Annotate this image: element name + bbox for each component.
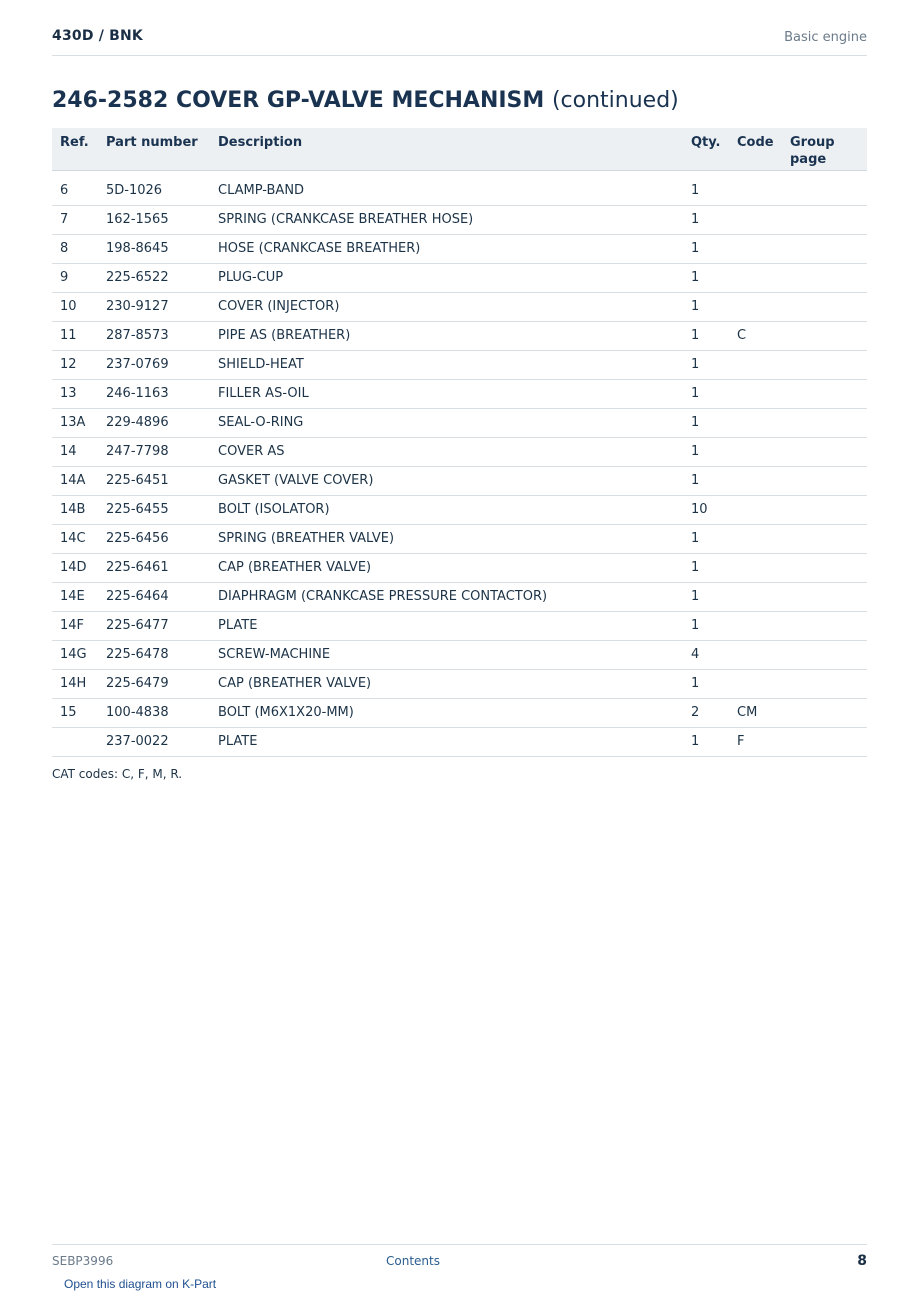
cell-group-page [782,727,867,756]
cell-code [729,582,782,611]
cell-code [729,379,782,408]
cell-group-page [782,321,867,350]
cell-group-page [782,611,867,640]
cell-part-number: 246-1163 [98,379,210,408]
cell-group-page [782,205,867,234]
cell-code [729,263,782,292]
cell-description: COVER (INJECTOR) [210,292,683,321]
cell-code [729,408,782,437]
header-description: Description [210,128,683,170]
cell-qty: 1 [683,611,729,640]
cell-group-page [782,292,867,321]
cell-code [729,495,782,524]
cell-ref: 11 [52,321,98,350]
cell-code: C [729,321,782,350]
cell-qty: 1 [683,669,729,698]
cell-qty: 1 [683,408,729,437]
cell-part-number: 229-4896 [98,408,210,437]
cell-qty: 1 [683,582,729,611]
cell-code [729,640,782,669]
cell-code [729,350,782,379]
cell-description: SPRING (BREATHER VALVE) [210,524,683,553]
table-row [52,170,867,205]
cell-qty: 1 [683,170,729,205]
page-number: 8 [857,1253,867,1269]
cell-part-number: 225-6456 [98,524,210,553]
table-row [52,640,867,669]
table-row [52,350,867,379]
cell-group-page [782,698,867,727]
cell-qty: 1 [683,437,729,466]
cell-ref: 12 [52,350,98,379]
cell-description: FILLER AS-OIL [210,379,683,408]
cell-code [729,553,782,582]
cell-description: SHIELD-HEAT [210,350,683,379]
cell-part-number: 100-4838 [98,698,210,727]
header-ref: Ref. [52,128,98,170]
cell-ref: 14E [52,582,98,611]
table-row [52,379,867,408]
cell-ref: 7 [52,205,98,234]
table-row [52,611,867,640]
cell-description: CAP (BREATHER VALVE) [210,669,683,698]
cell-group-page [782,350,867,379]
cell-qty: 1 [683,466,729,495]
table-header-row [52,128,867,170]
parts-table-body [52,170,867,756]
header-qty: Qty. [683,128,729,170]
table-row [52,321,867,350]
cell-description: CLAMP-BAND [210,170,683,205]
cell-description: SPRING (CRANKCASE BREATHER HOSE) [210,205,683,234]
cell-group-page [782,379,867,408]
cell-ref: 14C [52,524,98,553]
cell-qty: 1 [683,524,729,553]
table-row [52,437,867,466]
cell-ref: 14B [52,495,98,524]
cell-qty: 1 [683,553,729,582]
cell-part-number: 225-6455 [98,495,210,524]
cell-description: SEAL-O-RING [210,408,683,437]
cell-qty: 1 [683,379,729,408]
cell-ref: 14D [52,553,98,582]
cell-description: CAP (BREATHER VALVE) [210,553,683,582]
cell-qty: 1 [683,292,729,321]
title-suffix: (continued) [551,88,679,113]
table-row [52,292,867,321]
cell-group-page [782,408,867,437]
cell-ref: 14G [52,640,98,669]
table-row [52,698,867,727]
cell-part-number: 225-6522 [98,263,210,292]
cell-code [729,437,782,466]
table-row [52,234,867,263]
cell-ref: 14A [52,466,98,495]
table-row [52,553,867,582]
cell-group-page [782,524,867,553]
table-row [52,263,867,292]
page-title [52,88,679,113]
cell-code [729,170,782,205]
table-row [52,495,867,524]
cell-description: PLATE [210,727,683,756]
cell-code [729,292,782,321]
cell-code [729,234,782,263]
cell-description: BOLT (ISOLATOR) [210,495,683,524]
cell-group-page [782,640,867,669]
cell-group-page [782,234,867,263]
cell-qty: 1 [683,321,729,350]
cell-part-number: 237-0769 [98,350,210,379]
cell-description: PIPE AS (BREATHER) [210,321,683,350]
cell-group-page [782,170,867,205]
section-label: Basic engine [784,30,867,45]
cell-code [729,205,782,234]
cell-ref: 8 [52,234,98,263]
table-row [52,466,867,495]
table-row [52,582,867,611]
cat-codes-note: CAT codes: C, F, M, R. [52,767,183,781]
cell-part-number: 225-6479 [98,669,210,698]
cell-ref: 15 [52,698,98,727]
cell-group-page [782,466,867,495]
cell-part-number: 225-6464 [98,582,210,611]
cell-ref: 14F [52,611,98,640]
cell-qty: 1 [683,350,729,379]
cell-description: COVER AS [210,437,683,466]
cell-qty: 2 [683,698,729,727]
cell-description: SCREW-MACHINE [210,640,683,669]
cell-code: CM [729,698,782,727]
cell-qty: 1 [683,234,729,263]
cell-ref: 14H [52,669,98,698]
cell-group-page [782,495,867,524]
table-row [52,408,867,437]
header-group-page: Group page [782,128,867,170]
cell-ref [52,727,98,756]
cell-part-number: 237-0022 [98,727,210,756]
breadcrumb: 430D / BNK [52,28,143,44]
cell-group-page [782,437,867,466]
table-row [52,205,867,234]
cell-code [729,524,782,553]
cell-description: PLATE [210,611,683,640]
cell-code [729,669,782,698]
document-id: SEBP3996 [52,1254,114,1268]
page-footer [52,1244,867,1271]
cell-code [729,466,782,495]
cell-group-page [782,553,867,582]
cell-qty: 10 [683,495,729,524]
header-part-number: Part number [98,128,210,170]
cell-part-number: 247-7798 [98,437,210,466]
cell-group-page [782,263,867,292]
cell-part-number: 225-6461 [98,553,210,582]
cell-part-number: 198-8645 [98,234,210,263]
cell-description: DIAPHRAGM (CRANKCASE PRESSURE CONTACTOR) [210,582,683,611]
page-header [52,28,867,56]
cell-qty: 4 [683,640,729,669]
table-row [52,669,867,698]
cell-qty: 1 [683,727,729,756]
cell-group-page [782,669,867,698]
cell-part-number: 225-6478 [98,640,210,669]
table-row [52,727,867,756]
cell-ref: 14 [52,437,98,466]
cell-ref: 9 [52,263,98,292]
cell-part-number: 287-8573 [98,321,210,350]
cell-part-number: 225-6451 [98,466,210,495]
cell-qty: 1 [683,205,729,234]
parts-table [52,128,867,757]
cell-description: BOLT (M6X1X20-MM) [210,698,683,727]
cell-description: PLUG-CUP [210,263,683,292]
cell-ref: 13 [52,379,98,408]
cell-code [729,611,782,640]
cell-group-page [782,582,867,611]
contents-link[interactable]: Contents [386,1254,440,1268]
cell-ref: 13A [52,408,98,437]
cell-part-number: 230-9127 [98,292,210,321]
cell-description: GASKET (VALVE COVER) [210,466,683,495]
table-row [52,524,867,553]
cell-part-number: 162-1565 [98,205,210,234]
cell-part-number: 225-6477 [98,611,210,640]
cell-ref: 6 [52,170,98,205]
cell-ref: 10 [52,292,98,321]
cell-description: HOSE (CRANKCASE BREATHER) [210,234,683,263]
cell-code: F [729,727,782,756]
cell-qty: 1 [683,263,729,292]
open-diagram-kpart-link[interactable]: Open this diagram on K-Part [64,1277,217,1291]
cell-part-number: 5D-1026 [98,170,210,205]
title-assembly: 246-2582 COVER GP-VALVE MECHANISM [52,88,545,113]
header-code: Code [729,128,782,170]
